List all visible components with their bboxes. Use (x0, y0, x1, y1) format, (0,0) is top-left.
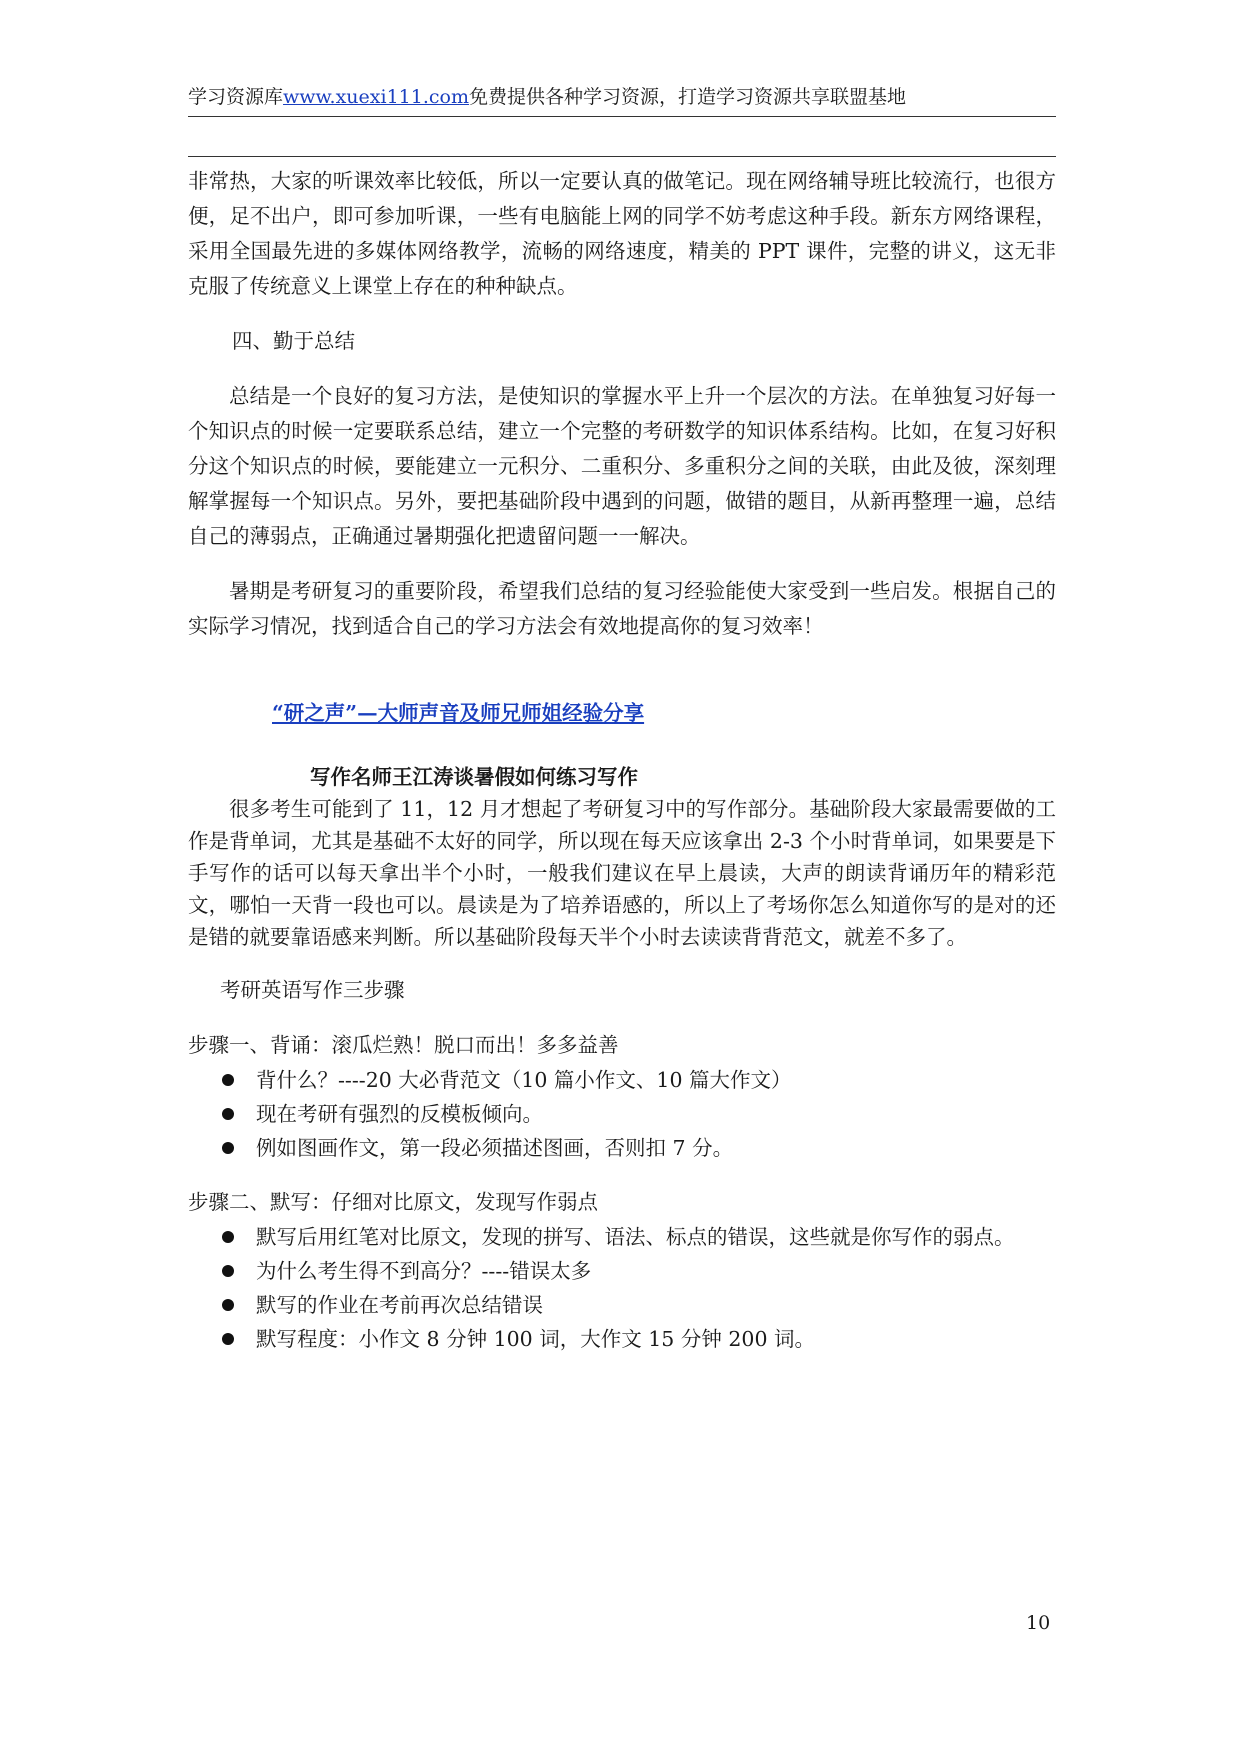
shared-experience-link[interactable]: “研之声”—大师声音及师兄师姐经验分享 (272, 701, 645, 725)
bullet-icon (222, 1142, 234, 1154)
page-body (188, 164, 1056, 1356)
list-item: 为什么考生得不到高分？----错误太多 (220, 1254, 1056, 1288)
paragraph-writing-practice: 很多考生可能到了 11，12 月才想起了考研复习中的写作部分。基础阶段大家最需要做的工作是背单词，尤其是基础不太好的同学，所以现在每天应该拿出 2-3 个小时背单词，如果要是下手写作的话可以每天拿出半个小时，一般我们建议在早上晨读，大声的朗读背诵历年的精彩范文，哪怕一天背一段也可以。晨读是为了培养语感的，所以上了考场你怎么知道你写的是对的还是错的就要靠语感来判断。所以基础阶段每天半个小时去读读背背范文，就差不多了。 (188, 797, 1056, 949)
paragraph-conclusion: 暑期是考研复习的重要阶段，希望我们总结的复习经验能使大家受到一些启发。根据自己的实际学习情况，找到适合自己的学习方法会有效地提高你的复习效率！ (188, 579, 1056, 638)
header-suffix: 免费提供各种学习资源，打造学习资源共享联盟基地 (468, 86, 906, 108)
bullet-icon (222, 1333, 234, 1345)
step-two-list (188, 1220, 1056, 1356)
bullet-icon (222, 1074, 234, 1086)
section-heading-summary: 四、勤于总结 (232, 329, 355, 353)
header-site-link[interactable]: www.xuexi111.com (283, 86, 469, 108)
bullet-icon (222, 1299, 234, 1311)
header-prefix: 学习资源库 (188, 86, 284, 108)
page-number: 10 (1026, 1612, 1051, 1634)
list-item: 例如图画作文，第一段必须描述图画，否则扣 7 分。 (220, 1131, 1056, 1165)
header-rule (188, 116, 1056, 117)
bullet-icon (222, 1231, 234, 1243)
list-item: 默写的作业在考前再次总结错误 (220, 1288, 1056, 1322)
step-one-list (188, 1063, 1056, 1165)
list-item: 默写程度：小作文 8 分钟 100 词，大作文 15 分钟 200 词。 (220, 1322, 1056, 1356)
page-header (188, 84, 1058, 110)
bullet-icon (222, 1108, 234, 1120)
steps-heading: 考研英语写作三步骤 (220, 978, 405, 1002)
list-item: 背什么？----20 大必背范文（10 篇小作文、10 篇大作文） (220, 1063, 1056, 1097)
content-top-rule (188, 156, 1056, 157)
article-link-title[interactable] (188, 696, 1056, 731)
article-subtitle: 写作名师王江涛谈暑假如何练习写作 (310, 765, 638, 789)
paragraph-online-classes: 非常热，大家的听课效率比较低，所以一定要认真的做笔记。现在网络辅导班比较流行，也很方便，足不出户，即可参加听课，一些有电脑能上网的同学不妨考虑这种手段。新东方网络课程，采用全国最先进的多媒体网络教学，流畅的网络速度，精美的 PPT 课件，完整的讲义，这无非克服了传统意义上课堂上存在的种种缺点。 (188, 169, 1056, 298)
list-item: 现在考研有强烈的反模板倾向。 (220, 1097, 1056, 1131)
paragraph-summary: 总结是一个良好的复习方法，是使知识的掌握水平上升一个层次的方法。在单独复习好每一个知识点的时候一定要联系总结，建立一个完整的考研数学的知识体系结构。比如，在复习好积分这个知识点的时候，要能建立一元积分、二重积分、多重积分之间的关联，由此及彼，深刻理解掌握每一个知识点。另外，要把基础阶段中遇到的问题，做错的题目，从新再整理一遍，总结自己的薄弱点，正确通过暑期强化把遗留问题一一解决。 (188, 384, 1056, 548)
list-item: 默写后用红笔对比原文，发现的拼写、语法、标点的错误，这些就是你写作的弱点。 (220, 1220, 1056, 1254)
step-one-title: 步骤一、背诵：滚瓜烂熟！脱口而出！多多益善 (188, 1033, 619, 1057)
bullet-icon (222, 1265, 234, 1277)
step-two-title: 步骤二、默写：仔细对比原文，发现写作弱点 (188, 1190, 598, 1214)
